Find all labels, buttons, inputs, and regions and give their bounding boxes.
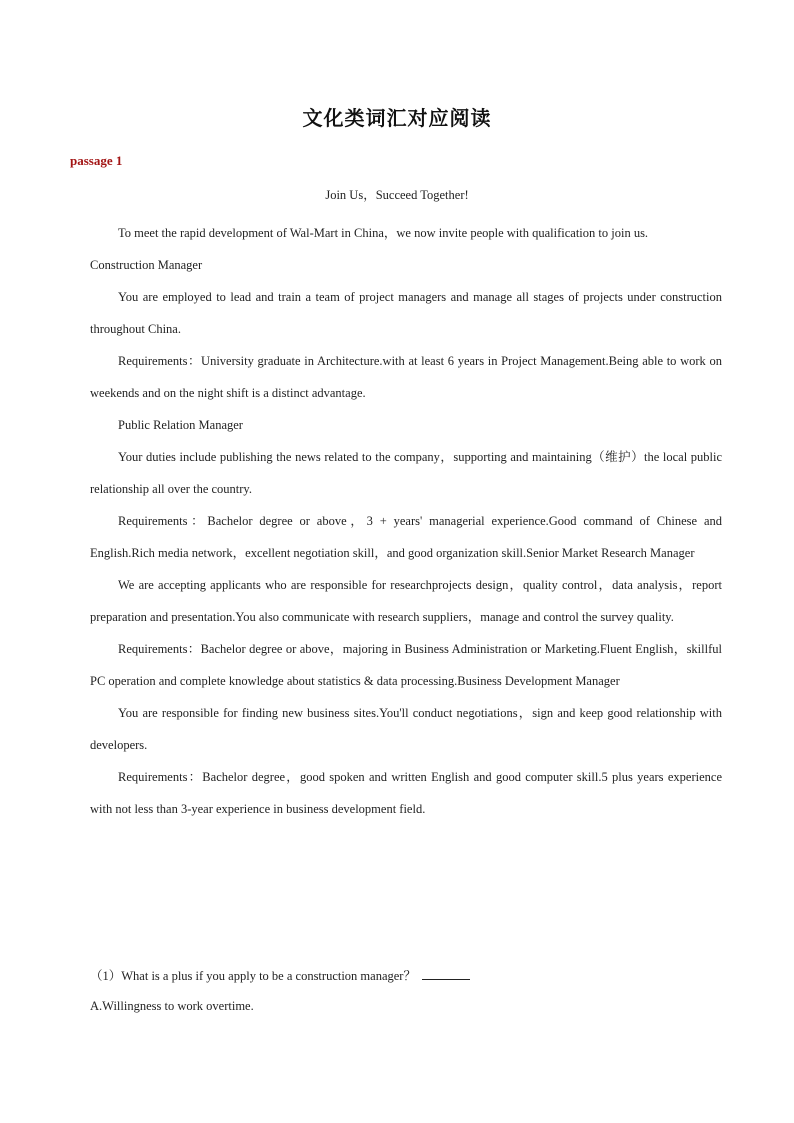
question-text: （1）What is a plus if you apply to be a construction manager？: [90, 969, 416, 983]
passage-body: [90, 217, 722, 825]
paragraph: Requirements：Bachelor degree or above，majoring in Business Administration or Marketing.Fluent English，skillful PC operation and complete knowledge about statistics & data processing.Business Development Manager: [90, 642, 722, 688]
section-heading: Public Relation Manager: [118, 418, 243, 432]
question-1: [90, 966, 470, 984]
paragraph: Requirements：Bachelor degree or above，3 + years' managerial experience.Good command of Chinese and English.Rich media network，excellent negotiation skill，and good organization skill.Senior Market Research Manager: [90, 514, 722, 560]
passage-label: passage 1: [70, 153, 123, 168]
paragraph: You are employed to lead and train a team of project managers and manage all stages of projects under construction throughout China.: [90, 290, 722, 336]
section-heading: Construction Manager: [90, 258, 203, 272]
paragraph: Your duties include publishing the news related to the company，supporting and maintaining（维护）the local public relationship all over the country.: [90, 450, 722, 496]
option-a[interactable]: A.Willingness to work overtime.: [90, 999, 254, 1013]
paragraph: You are responsible for finding new business sites.You'll conduct negotiations，sign and keep good relationship with developers.: [90, 706, 722, 752]
paragraph: To meet the rapid development of Wal-Mart in China，we now invite people with qualification to join us.: [118, 226, 649, 240]
answer-blank[interactable]: [422, 967, 470, 980]
paragraph: Requirements：University graduate in Architecture.with at least 6 years in Project Management.Being able to work on weekends and on the night shift is a distinct advantage.: [90, 354, 722, 400]
page-title: 文化类词汇对应阅读: [302, 106, 492, 130]
passage-subtitle: Join Us，Succeed Together!: [325, 188, 469, 202]
paragraph: Requirements：Bachelor degree，good spoken and written English and good computer skill.5 plus years experience with not less than 3-year experience in business development field.: [90, 770, 722, 816]
paragraph: We are accepting applicants who are responsible for researchprojects design，quality control，data analysis，report preparation and presentation.You also communicate with research suppliers，manage and control the survey quality.: [90, 578, 722, 624]
